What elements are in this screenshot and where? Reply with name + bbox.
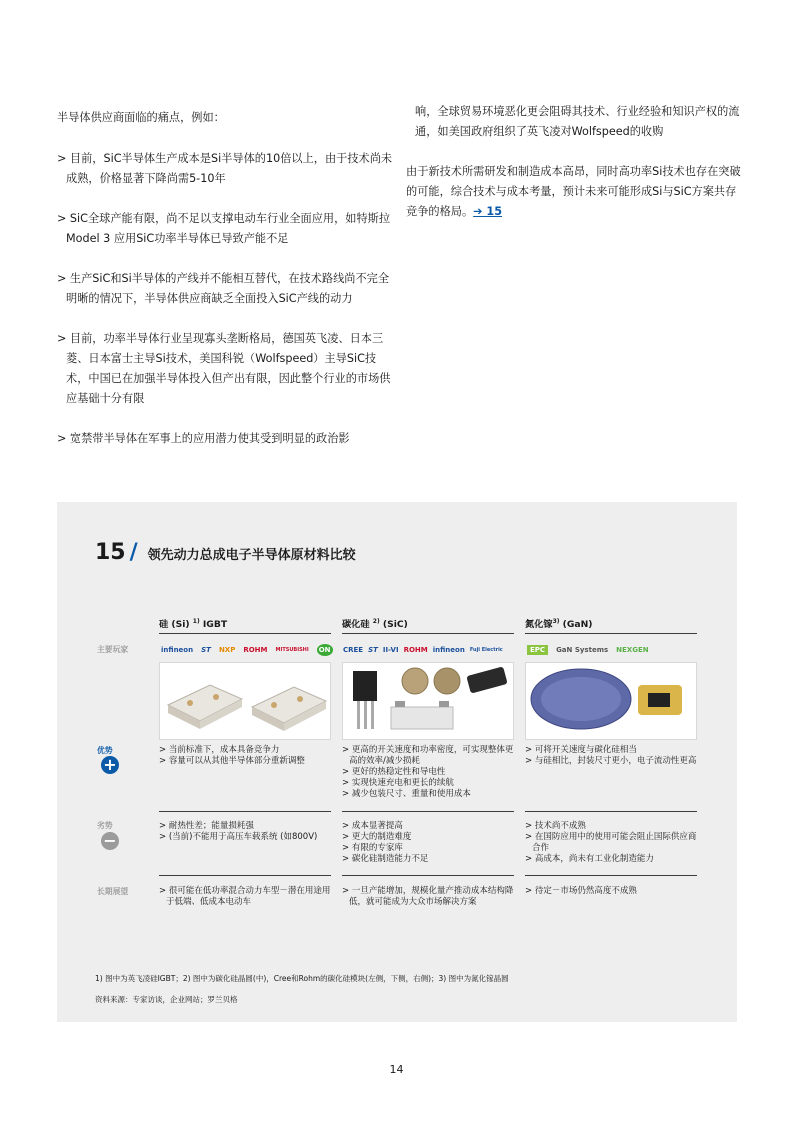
column-header-sic (342, 616, 408, 630)
column-header-gan (525, 616, 593, 630)
cell-disadvantages-gan (525, 821, 697, 865)
disadvantage-item: > 在国防应用中的使用可能会阻止国际供应商合作 (525, 832, 697, 853)
company-logo: infineon (161, 646, 194, 654)
row-label-outlook: 长期展望 (97, 887, 129, 896)
row-divider (525, 811, 697, 812)
bullet-item: > 宽禁带半导体在军事上的应用潜力使其受到明显的政治影 (57, 432, 350, 445)
header-sup: 2) (372, 617, 380, 625)
cell-outlook-si (159, 886, 331, 908)
advantage-item: > 当前标准下，成本具备竞争力 (159, 745, 280, 755)
outlook-item: > 很可能在低功率混合动力车型－潜在用途用于低端、低成本电动车 (159, 886, 331, 907)
sic-photo (342, 662, 514, 740)
disadvantage-item: > 技术尚不成熟 (525, 821, 586, 831)
disadvantage-item: > (当前)不能用于高压车载系统 (如800V) (159, 832, 318, 842)
advantage-item: > 更高的开关速度和功率密度，可实现整体更高的效率/减少损耗 (342, 745, 514, 766)
advantage-item: > 实现快速充电和更长的续航 (342, 778, 454, 788)
bullet-item: > SiC全球产能有限，尚不足以支撑电动车行业全面应用，如特斯拉Model 3 应用SiC功率半导体已导致产能不足 (57, 212, 391, 245)
logos-sic (343, 640, 503, 660)
company-logo: Fuji Electric (469, 647, 503, 653)
gan-photo (525, 662, 697, 740)
cell-outlook-gan (525, 886, 697, 897)
row-label-advantages: 优势 (97, 746, 113, 755)
row-label-disadvantages: 劣势 (97, 821, 113, 830)
left-column (57, 108, 397, 469)
intro-text: 半导体供应商面临的痛点，例如： (57, 111, 225, 124)
disadvantage-item: > 碳化硅制造能力不足 (342, 854, 429, 864)
header-rule (159, 633, 331, 634)
header-suffix: (SiC) (379, 619, 408, 630)
company-logo: EPC (527, 645, 548, 655)
cell-outlook-sic (342, 886, 514, 908)
figure-number: 15 (95, 540, 126, 565)
figure-reference-number: 15 (486, 205, 502, 218)
plus-circle-icon: + (101, 756, 119, 774)
figure-footnote: 1) 图中为英飞凌硅IGBT；2) 图中为碳化硅晶圆(中)，Cree和Rohm的碳化硅模块(左侧，下侧，右侧)；3) 图中为氮化镓晶圆 (95, 974, 509, 983)
header-text: 碳化硅 (342, 619, 370, 630)
si-igbt-photo (159, 662, 331, 740)
outlook-item: > 一旦产能增加，规模化量产推动成本结构降低，就可能成为大众市场解决方案 (342, 886, 514, 907)
sic-modules-image (343, 663, 513, 739)
logos-gan (527, 640, 649, 660)
arrow-icon: ➔ (473, 205, 483, 218)
advantage-item: > 更好的热稳定性和导电性 (342, 767, 446, 777)
gan-wafer-image (526, 663, 696, 739)
cell-disadvantages-sic (342, 821, 514, 865)
figure-panel (57, 502, 737, 1022)
header-sup: 1) (192, 617, 200, 625)
disadvantage-item: > 成本显著提高 (342, 821, 403, 831)
company-logo: ON (318, 646, 331, 654)
company-logo: ROHM (403, 646, 428, 654)
cell-advantages-gan (525, 745, 697, 767)
company-logo: NEXGEN (616, 646, 649, 654)
igbt-module-image (160, 663, 330, 739)
company-logo: infineon (432, 646, 465, 654)
header-text: 硅 (Si) (159, 619, 190, 630)
disadvantage-item: > 更大的制造难度 (342, 832, 412, 842)
row-divider (159, 811, 331, 812)
company-logo: GaN Systems (556, 646, 609, 654)
cell-advantages-sic (342, 745, 514, 800)
cell-disadvantages-si (159, 821, 331, 843)
bullet-item: > 生产SiC和Si半导体的产线并不能相互替代，在技术路线尚不完全明晰的情况下，半导体供应商缺乏全面投入SiC产线的动力 (57, 272, 390, 305)
company-logo: ST (201, 646, 211, 654)
disadvantage-item: > 有限的专家库 (342, 843, 403, 853)
bullet-item: > 目前，SiC半导体生产成本是Si半导体的10倍以上，由于技术尚未成熟，价格显著下降尚需5-10年 (57, 152, 393, 185)
advantage-item: > 与硅相比，封装尺寸更小，电子流动性更高 (525, 756, 697, 766)
disadvantage-item: > 高成本，尚未有工业化制造能力 (525, 854, 654, 864)
header-suffix: IGBT (199, 619, 228, 630)
body-paragraph (406, 162, 741, 222)
company-logo: ROHM (243, 646, 268, 654)
continuation-text: 响，全球贸易环境恶化更会阻碍其技术、行业经验和知识产权的流通，如美国政府组织了英飞凌对Wolfspeed的收购 (415, 105, 740, 138)
outlook-item: > 待定－市场仍然高度不成熟 (525, 886, 637, 896)
row-divider (342, 811, 514, 812)
company-logo: CREE (343, 646, 364, 654)
figure-slash: / (129, 540, 138, 565)
company-logo: II-VI (382, 646, 399, 654)
logos-si (161, 640, 333, 660)
advantage-item: > 减少包装尺寸、重量和使用成本 (342, 789, 471, 799)
header-rule (525, 633, 697, 634)
advantage-item: > 可将开关速度与碳化硅相当 (525, 745, 637, 755)
column-header-si (159, 616, 227, 630)
figure-reference-link[interactable] (473, 205, 502, 218)
figure-source: 资料来源：专家访谈，企业网站；罗兰贝格 (95, 995, 238, 1004)
row-divider (342, 875, 514, 876)
paragraph-text: 由于新技术所需研发和制造成本高昂，同时高功率Si技术也存在突破的可能，综合技术与成本考量，预计未来可能形成Si与SiC方案共存竞争的格局。 (406, 165, 741, 218)
company-logo: MITSUBISHI (275, 647, 309, 653)
row-label-players: 主要玩家 (97, 645, 129, 654)
row-divider (159, 875, 331, 876)
advantage-item: > 容量可以从其他半导体部分重新调整 (159, 756, 305, 766)
figure-title (95, 540, 356, 565)
company-logo: NXP (218, 646, 236, 654)
page-number: 14 (389, 1063, 404, 1076)
header-rule (342, 633, 514, 634)
header-text: 氮化镓 (525, 619, 553, 630)
disadvantage-item: > 耐热性差；能量损耗强 (159, 821, 254, 831)
company-logo: ST (368, 646, 378, 654)
bullet-item: > 目前，功率半导体行业呈现寡头垄断格局，德国英飞凌、日本三菱、日本富士主导Si技术，美国科锐（Wolfspeed）主导SiC技术，中国已在加强半导体投入但产出有限，因此整个行业的市场供应基础十分有限 (57, 332, 391, 405)
cell-advantages-si (159, 745, 331, 767)
right-column (406, 102, 741, 222)
row-divider (525, 875, 697, 876)
figure-title-text: 领先动力总成电子半导体原材料比较 (147, 548, 356, 563)
minus-circle-icon: − (101, 832, 119, 850)
header-sup: 3) (552, 617, 560, 625)
header-suffix: (GaN) (559, 619, 593, 630)
